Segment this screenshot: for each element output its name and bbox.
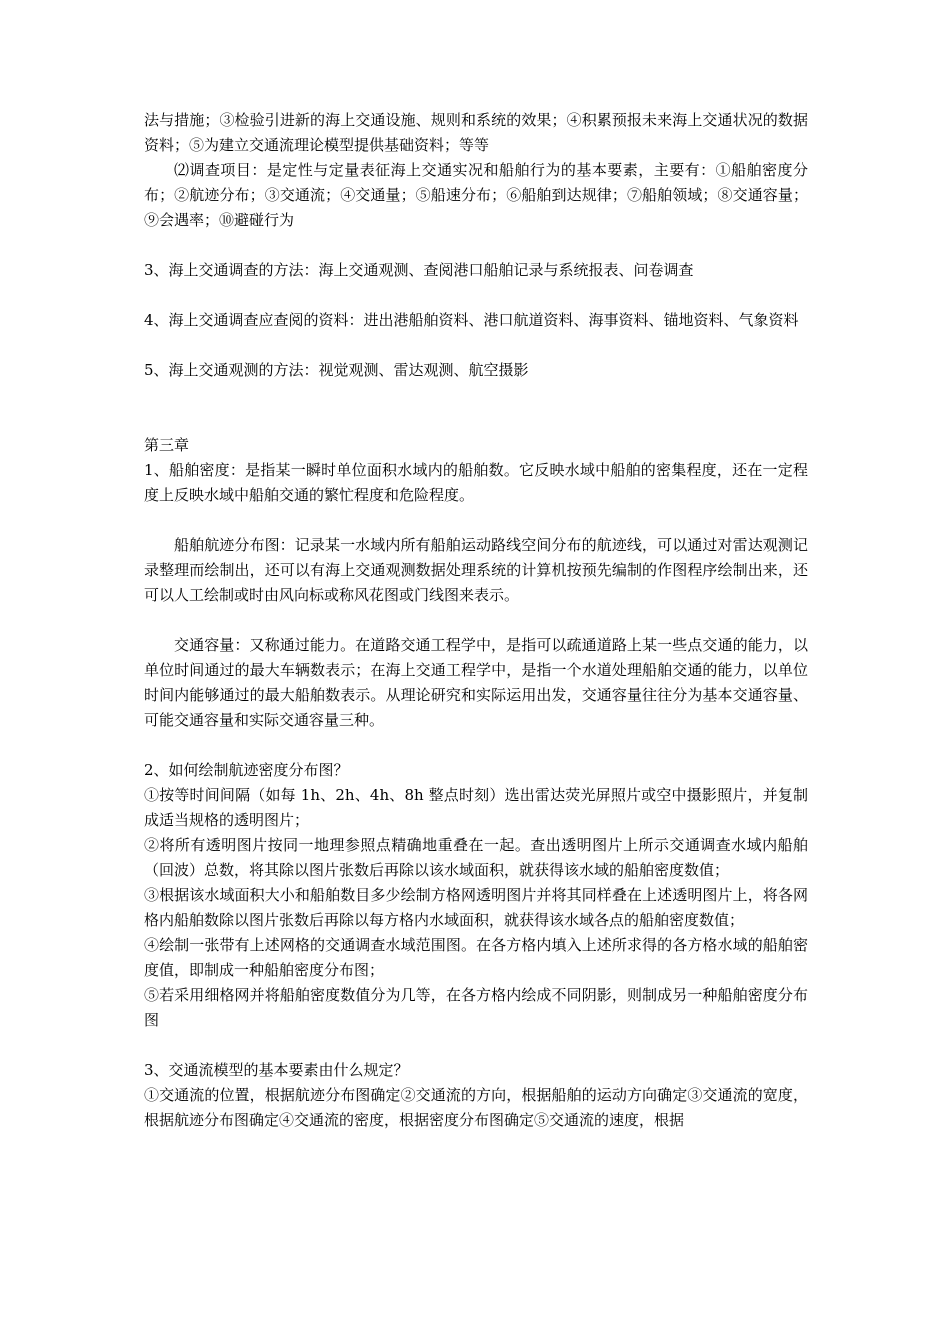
paragraph-purpose-continued: 法与措施；③检验引进新的海上交通设施、规则和系统的效果；④积累预报未来海上交通状况的数据资料；⑤为建立交通流理论模型提供基础资料；等等 — [144, 111, 808, 154]
item-observation-methods: 5、海上交通观测的方法：视觉观测、雷达观测、航空摄影 — [144, 361, 529, 379]
question-3-body: ①交通流的位置，根据航迹分布图确定②交通流的方向，根据船舶的运动方向确定③交通流的宽度，根据航迹分布图确定④交通流的密度，根据密度分布图确定⑤交通流的速度，根据 — [144, 1086, 808, 1129]
question-2-title: 2、如何绘制航迹密度分布图？ — [144, 761, 349, 779]
definition-traffic-capacity: 交通容量：又称通过能力。在道路交通工程学中，是指可以疏通道路上某一些点交通的能力，以单位时间通过的最大车辆数表示；在海上交通工程学中，是指一个水道处理船舶交通的能力，以单位时间内能够通过的最大船舶数表示。从理论研究和实际运用出发，交通容量往往分为基本交通容量、可能交通容量和实际交通容量三种。 — [144, 636, 808, 729]
chapter-title: 第三章 — [144, 436, 190, 454]
paragraph-survey-items: ⑵调查项目：是定性与定量表征海上交通实况和船舶行为的基本要素，主要有：①船舶密度分布；②航迹分布；③交通流；④交通量；⑤船速分布；⑥船舶到达规律；⑦船舶领域；⑧交通容量；⑨会遇率；⑩避碰行为 — [144, 161, 808, 229]
question-2-step: ④绘制一张带有上述网格的交通调查水域范围图。在各方格内填入上述所求得的各方格水域的船舶密度值，即制成一种船舶密度分布图； — [144, 936, 808, 979]
definition-ship-density: 1、船舶密度：是指某一瞬时单位面积水域内的船舶数。它反映水域中船舶的密集程度，还在一定程度上反映水域中船舶交通的繁忙程度和危险程度。 — [144, 461, 808, 504]
definition-track-distribution: 船舶航迹分布图：记录某一水域内所有船舶运动路线空间分布的航迹线，可以通过对雷达观测记录整理而绘制出，还可以有海上交通观测数据处理系统的计算机按预先编制的作图程序绘制出来，还可以人工绘制或时由风向标或称风花图或门线图来表示。 — [144, 536, 808, 604]
item-survey-methods: 3、海上交通调查的方法：海上交通观测、查阅港口船舶记录与系统报表、问卷调查 — [144, 261, 694, 279]
question-3-title: 3、交通流模型的基本要素由什么规定？ — [144, 1061, 409, 1079]
document-page — [144, 108, 808, 1133]
question-2-step: ⑤若采用细格网并将船舶密度数值分为几等，在各方格内绘成不同阴影，则制成另一种船舶密度分布图 — [144, 986, 808, 1029]
question-2-step: ②将所有透明图片按同一地理参照点精确地重叠在一起。查出透明图片上所示交通调查水域内船舶（回波）总数，将其除以图片张数后再除以该水域面积，就获得该水域的船舶密度数值； — [144, 836, 808, 879]
question-2-step: ①按等时间间隔（如每 1h、2h、4h、8h 整点时刻）选出雷达荧光屏照片或空中摄影照片，并复制成适当规格的透明图片； — [144, 786, 808, 829]
item-survey-materials: 4、海上交通调查应查阅的资料：进出港船舶资料、港口航道资料、海事资料、锚地资料、气象资料 — [144, 311, 799, 329]
question-2-step: ③根据该水域面积大小和船舶数目多少绘制方格网透明图片并将其同样叠在上述透明图片上，将各网格内船舶数除以图片张数后再除以每方格内水域面积，就获得该水域各点的船舶密度数值； — [144, 886, 808, 929]
